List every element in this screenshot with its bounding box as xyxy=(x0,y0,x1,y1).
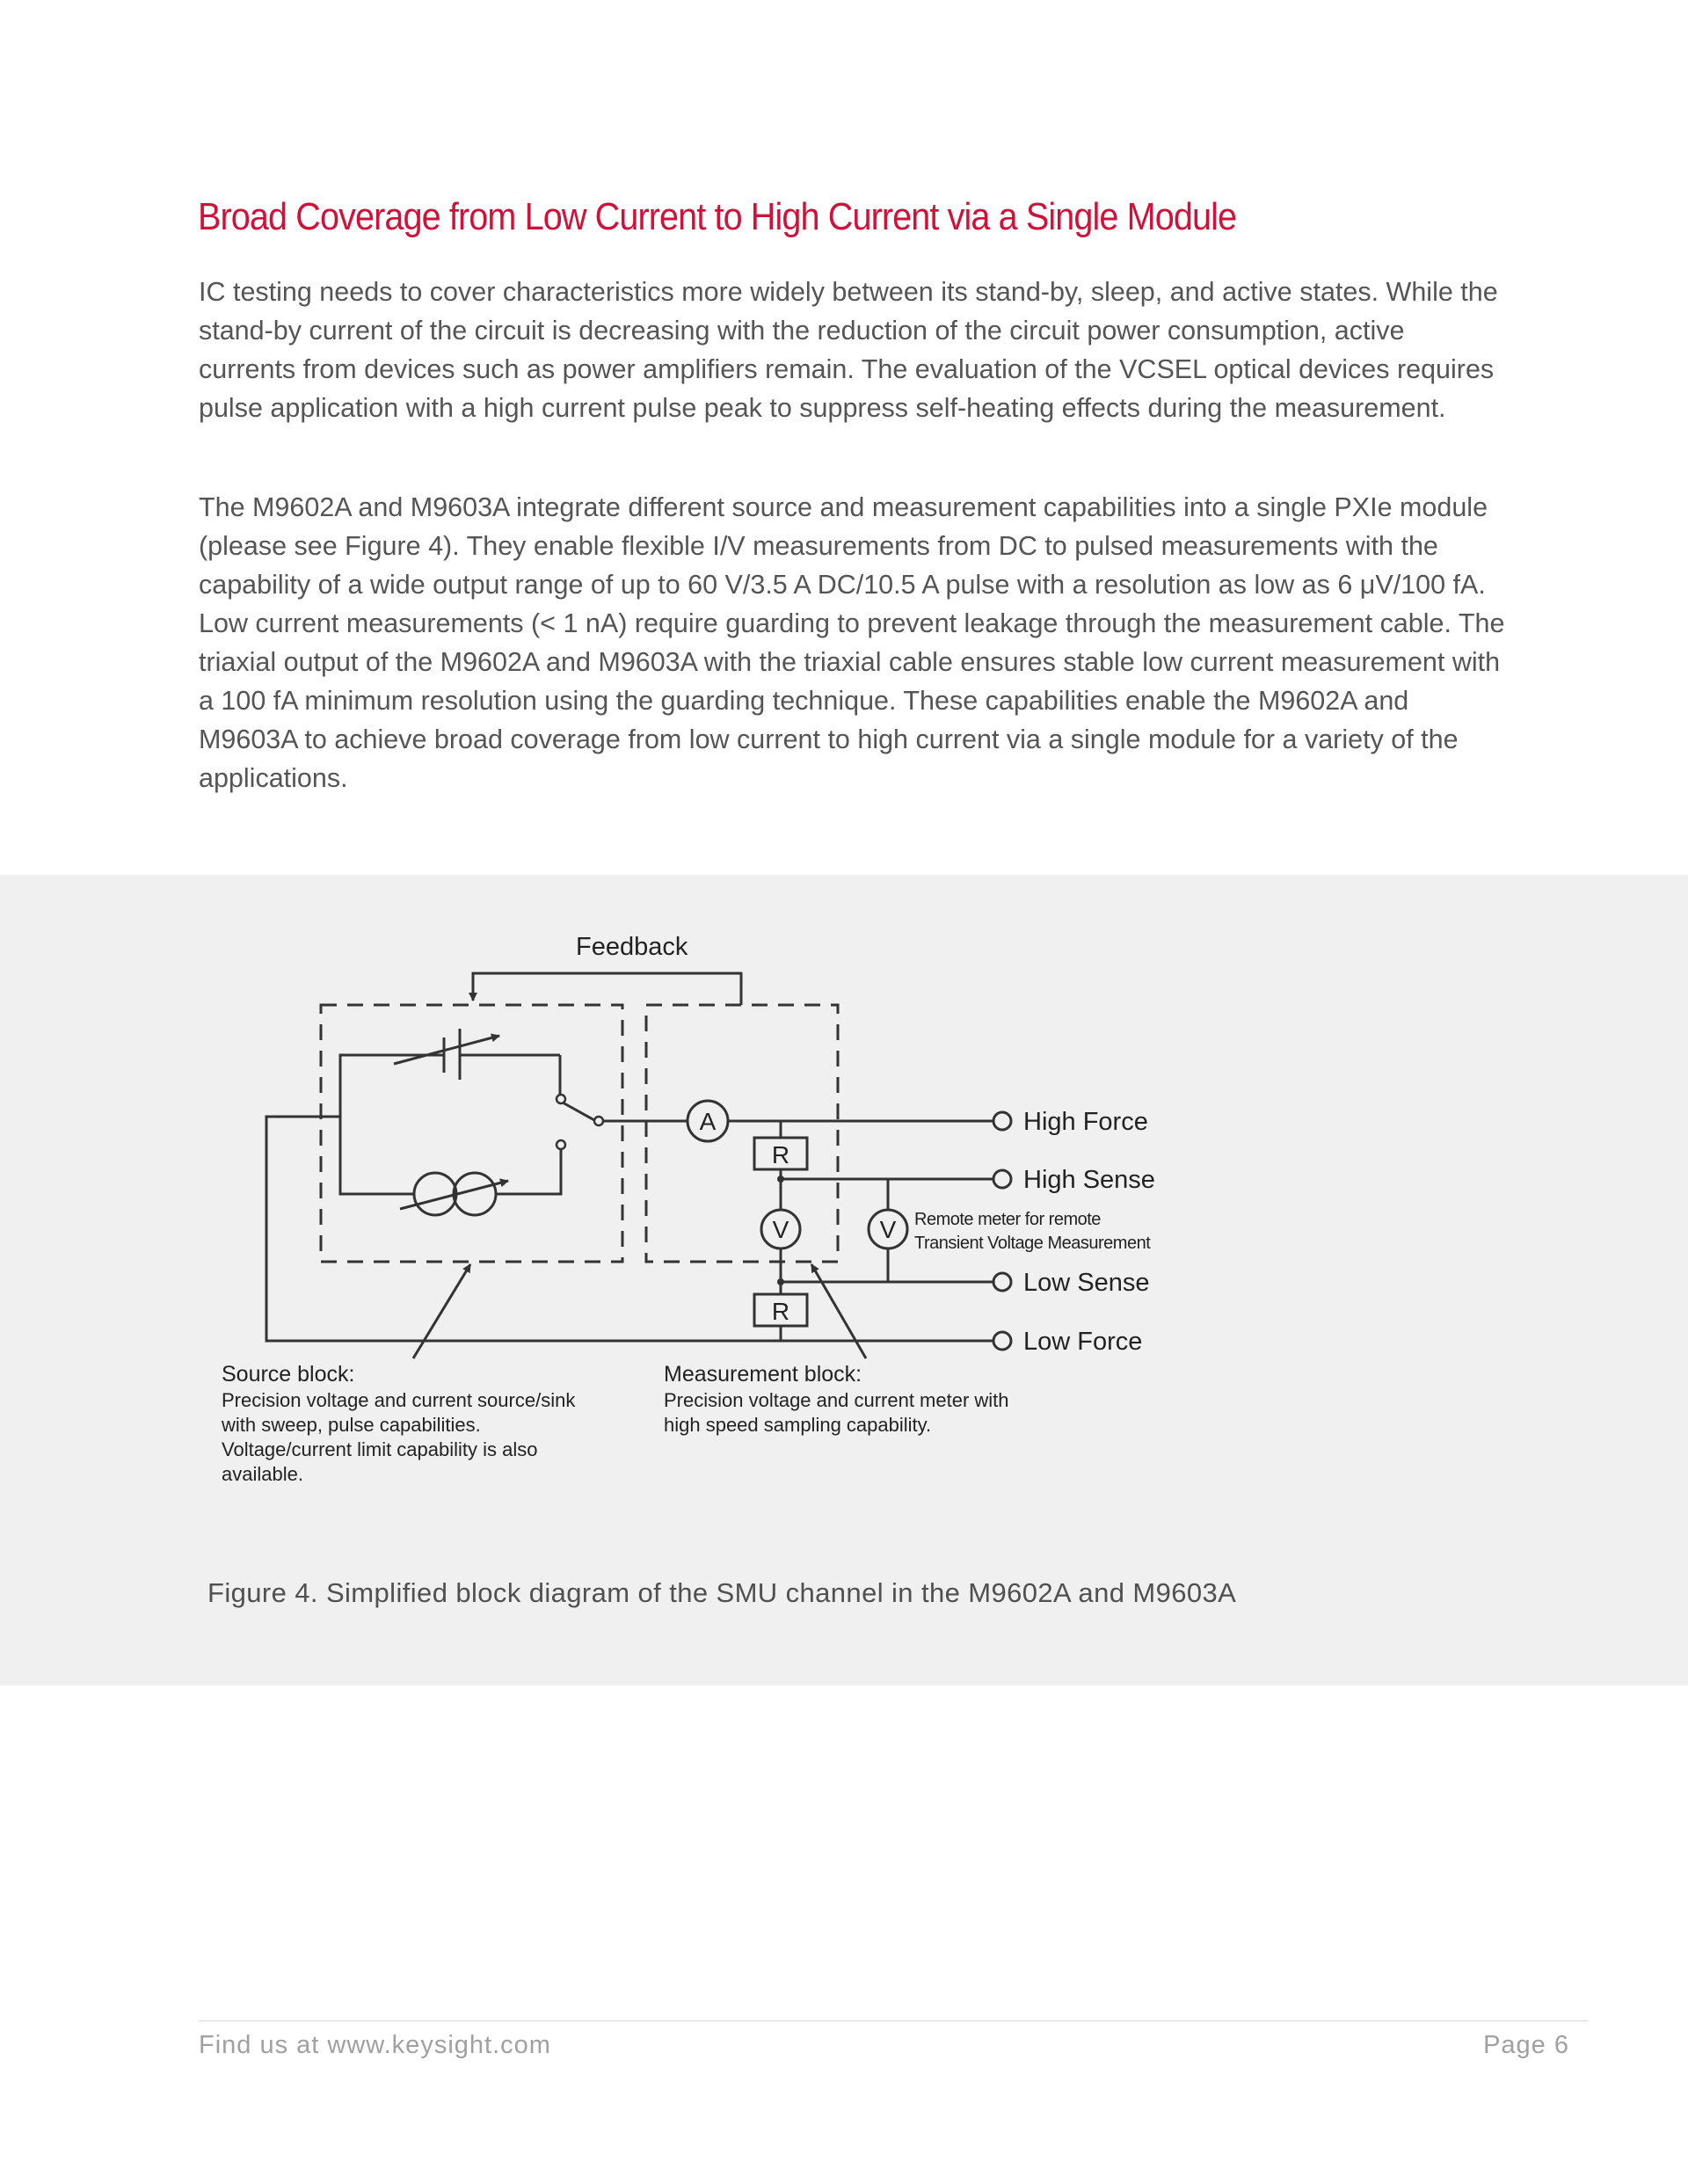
switch-blade xyxy=(563,1103,594,1120)
source-wire-top xyxy=(340,1055,444,1152)
terminal-low-sense xyxy=(993,1273,1011,1291)
resistor-bottom-symbol: R xyxy=(771,1298,790,1325)
source-block-line-2: with sweep, pulse capabilities. xyxy=(222,1414,481,1436)
measurement-block-title: Measurement block: xyxy=(664,1362,862,1387)
footer-divider xyxy=(199,2020,1588,2021)
remote-meter-line-2: Transient Voltage Measurement xyxy=(914,1234,1151,1253)
switch-pivot xyxy=(594,1117,603,1125)
source-block-line-1: Precision voltage and current source/sink xyxy=(222,1389,576,1411)
measurement-block-outline xyxy=(646,1005,838,1262)
resistor-top-symbol: R xyxy=(771,1141,790,1168)
feedback-label: Feedback xyxy=(576,933,688,961)
measurement-callout-arrow xyxy=(811,1264,866,1358)
body-paragraph-1: IC testing needs to cover characteristics more widely between its stand-by, sleep, and active states. While the stand-by current of the circuit is decreasing with the reduction of the circuit power consumption, active currents from devices such as power amplifiers remain. The evaluation of the VCSEL optical devices requires pulse application with a high current pulse peak to suppress self-heating effects during the measurement. xyxy=(199,277,1498,423)
source-callout-arrow xyxy=(413,1264,470,1358)
footer-website-link[interactable]: Find us at www.keysight.com xyxy=(199,2031,551,2059)
figure-caption: Figure 4. Simplified block diagram of the SMU channel in the M9602A and M9603A xyxy=(207,1577,1237,1608)
ammeter-symbol: A xyxy=(699,1108,717,1135)
body-paragraph-2: The M9602A and M9603A integrate different source and measurement capabilities into a single PXIe module (please see Figure 4). They enable flexible I/V measurements from DC to pulsed measurements with the capability of a wide output range of up to 60 V/3.5 A DC/10.5 A pulse with a resolution as low as 6 μV/100 fA. Low current measurements (< 1 nA) require guarding to prevent leakage through the measurement cable. The triaxial output of the M9602A and M9603A with the triaxial cable ensures stable low current measurement with a 100 fA minimum resolution using the guarding technique. These capabilities enable the M9602A and M9603A to achieve broad coverage from low current to high current via a single module for a variety of the applications. xyxy=(199,492,1505,793)
terminal-label-low-sense: Low Sense xyxy=(1023,1269,1150,1297)
page-number: Page 6 xyxy=(1483,2031,1569,2059)
terminal-low-force xyxy=(993,1332,1011,1350)
source-block-line-4: available. xyxy=(222,1463,303,1485)
terminal-label-high-sense: High Sense xyxy=(1023,1166,1155,1194)
voltmeter-remote-symbol: V xyxy=(879,1216,897,1243)
remote-meter-line-1: Remote meter for remote xyxy=(914,1210,1101,1229)
terminal-high-sense xyxy=(993,1170,1011,1188)
voltmeter-internal-symbol: V xyxy=(772,1216,789,1243)
current-source-left xyxy=(414,1173,456,1215)
measurement-block-line-1: Precision voltage and current meter with xyxy=(664,1389,1009,1411)
measurement-block-line-2: high speed sampling capability. xyxy=(664,1414,932,1436)
source-block-title: Source block: xyxy=(222,1362,355,1387)
variable-arrow xyxy=(394,1036,499,1064)
terminal-label-low-force: Low Force xyxy=(1023,1328,1143,1356)
terminal-label-high-force: High Force xyxy=(1023,1108,1148,1136)
feedback-line xyxy=(473,973,741,1005)
switch-contact-bottom xyxy=(557,1140,565,1149)
terminal-high-force xyxy=(993,1112,1011,1130)
section-heading: Broad Coverage from Low Current to High Current via a Single Module xyxy=(198,195,1237,238)
source-block-line-3: Voltage/current limit capability is also xyxy=(222,1438,538,1460)
